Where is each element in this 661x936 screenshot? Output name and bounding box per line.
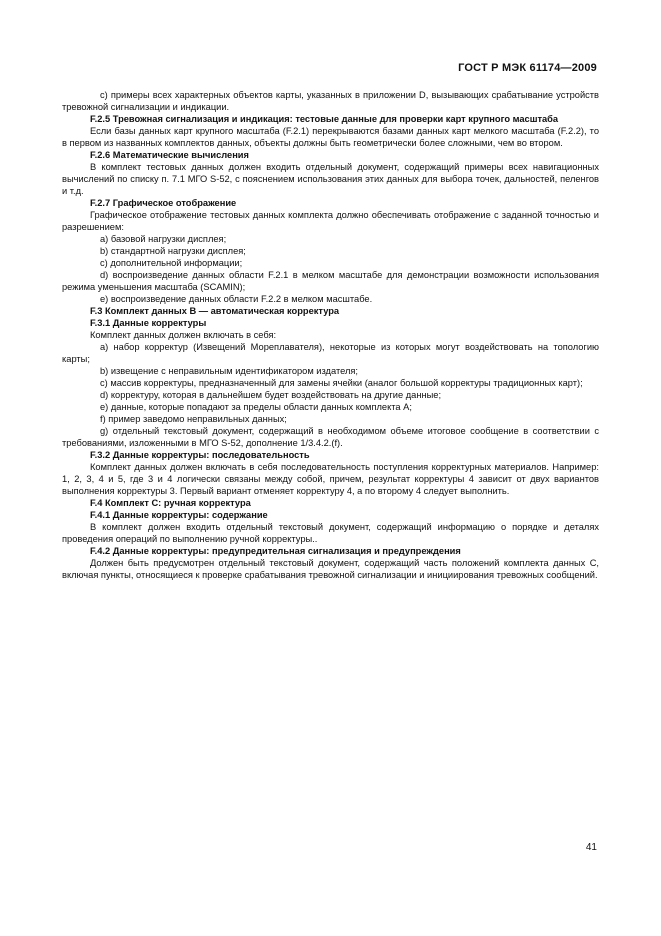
page-number: 41 (585, 842, 597, 853)
list-item: f) пример заведомо неправильных данных; (100, 414, 287, 424)
list-item: d) корректуру, которая в дальнейшем будет воздействовать на другие данные; (100, 390, 442, 400)
list-item: a) набор корректур (Извещений Мореплавателя), некоторые из которых могут воздействовать на топологию карты; (62, 342, 599, 364)
list-item: a) базовой нагрузки дисплея; (100, 234, 227, 244)
section-heading: F.3.1 Данные корректуры (90, 318, 207, 328)
section-heading: F.2.6 Математические вычисления (90, 150, 249, 160)
list-item: c) дополнительной информации; (100, 258, 243, 268)
document-header: ГОСТ Р МЭК 61174—2009 (458, 62, 597, 74)
document-body (62, 89, 599, 581)
list-item: c) массив корректуры, предназначенный для замены ячейки (аналог большой корректуры традиционных карт); (100, 378, 583, 388)
list-item: e) данные, которые попадают за пределы области данных комплекта А; (100, 402, 412, 412)
list-item: g) отдельный текстовый документ, содержащий в необходимом объеме итоговое сообщение в соответствии с требованиями, изложенными в МГО S-52, дополнение 1/3.4.2.(f). (62, 426, 599, 448)
paragraph: Должен быть предусмотрен отдельный текстовый документ, содержащий часть положений комплекта данных С, включая пункты, относящиеся к проверке срабатывания тревожной сигнализации и инициирования тревожных сообщений. (62, 558, 599, 580)
paragraph: В комплект тестовых данных должен входить отдельный документ, содержащий примеры всех навигационных вычислений по списку п. 7.1 МГО S-52, с пояснением использования этих данных для выбора точек, дальностей, пеленгов и т.д. (62, 162, 599, 196)
paragraph: Если базы данных карт крупного масштаба (F.2.1) перекрываются базами данных карт мелкого масштаба (F.2.2), то в первом из названных комплектов данных, объекты должны быть геометрически более сложными, чем во втором. (62, 126, 599, 148)
list-item: e) воспроизведение данных области F.2.2 в мелком масштабе. (100, 294, 373, 304)
list-item: b) извещение с неправильным идентификатором издателя; (100, 366, 359, 376)
section-heading: F.3.2 Данные корректуры: последовательность (90, 450, 310, 460)
paragraph: Комплект данных должен включать в себя: (90, 330, 277, 340)
section-heading: F.4.1 Данные корректуры: содержание (90, 510, 268, 520)
section-heading: F.4 Комплект С: ручная корректура (90, 498, 251, 508)
section-heading: F.2.7 Графическое отображение (90, 198, 237, 208)
list-item: d) воспроизведение данных области F.2.1 в мелком масштабе для демонстрации возможности использования режима уменьшения масштаба (SCAMIN); (62, 270, 599, 292)
section-heading: F.3 Комплект данных В — автоматическая корректура (90, 306, 340, 316)
section-heading: F.2.5 Тревожная сигнализация и индикация: тестовые данные для проверки карт крупного масштаба (90, 114, 559, 124)
section-heading: F.4.2 Данные корректуры: предупредительная сигнализация и предупреждения (90, 546, 461, 556)
list-item: b) стандартной нагрузки дисплея; (100, 246, 246, 256)
paragraph: Графическое отображение тестовых данных комплекта должно обеспечивать отображение с заданной точностью и разрешением: (62, 210, 599, 232)
paragraph: В комплект должен входить отдельный текстовый документ, содержащий информацию о порядке и деталях проведения операций по выполнению ручной корректуры.. (62, 522, 599, 544)
list-item: c) примеры всех характерных объектов карты, указанных в приложении D, вызывающих срабатывание устройств тревожной сигнализации и индикации. (62, 90, 599, 112)
paragraph: Комплект данных должен включать в себя последовательность поступления корректурных материалов. Например: 1, 2, 3, 4 и 5, где 3 и 4 логически связаны между собой, причем, результат корректуры 4 зависит от двух вариантов выполнения корректуры 3. Первый вариант отменяет корректуру 4, а по второму 4 следует выполнить. (62, 462, 599, 496)
